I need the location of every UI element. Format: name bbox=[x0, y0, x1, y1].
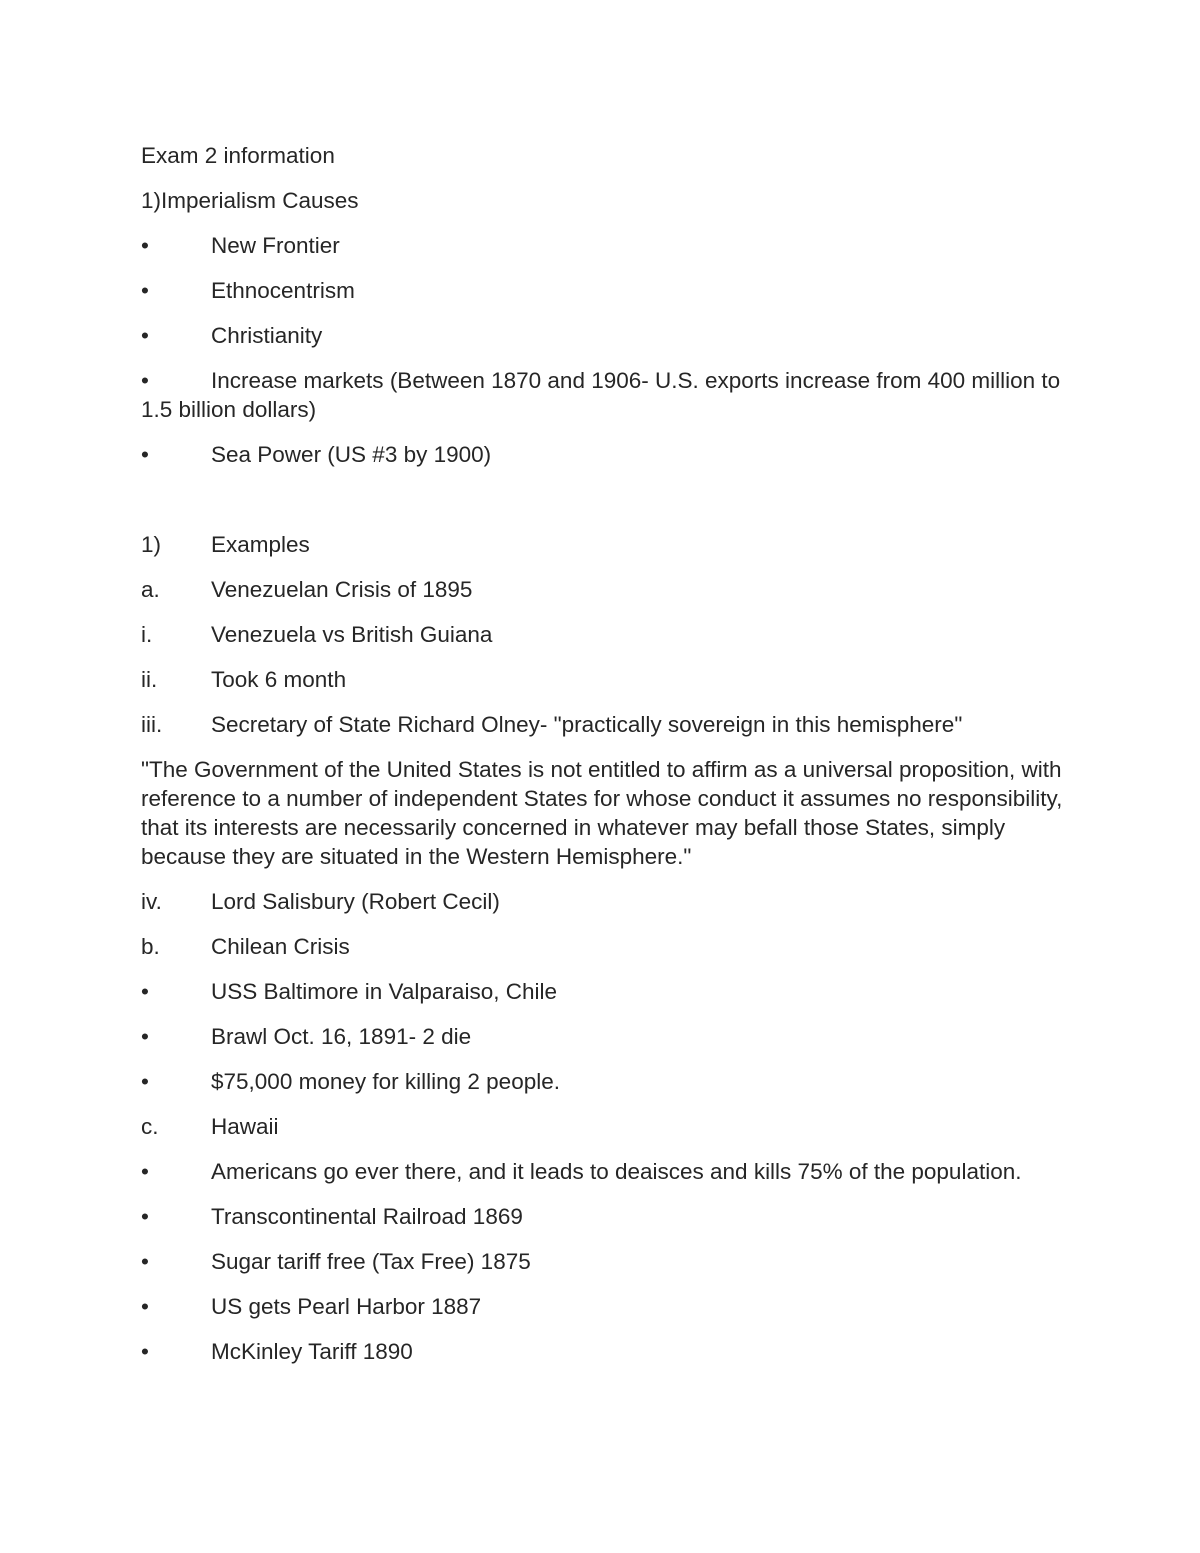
bullet-marker: • bbox=[141, 323, 149, 348]
list-item-text: Venezuela vs British Guiana bbox=[211, 622, 493, 647]
hawaii-heading bbox=[141, 1112, 1071, 1141]
list-item bbox=[141, 1247, 1071, 1276]
list-marker: c. bbox=[141, 1114, 159, 1139]
list-marker: 1) bbox=[141, 532, 162, 557]
list-item bbox=[141, 887, 1071, 916]
bullet-marker: • bbox=[141, 278, 149, 303]
list-item bbox=[141, 1337, 1071, 1366]
bullet-marker: • bbox=[141, 979, 149, 1004]
document-body bbox=[141, 141, 1071, 1382]
list-item-text: Sugar tariff free (Tax Free) 1875 bbox=[211, 1249, 531, 1274]
list-marker: i. bbox=[141, 622, 153, 647]
list-item bbox=[141, 977, 1071, 1006]
list-marker: ii. bbox=[141, 667, 158, 692]
venezuela-label: Venezuelan Crisis of 1895 bbox=[211, 577, 473, 602]
olney-quote: "The Government of the United States is not entitled to affirm as a universal proposition, with reference to a number of independent States for whose conduct it assumes no responsibility, that its interests are necessarily concerned in whatever may befall those States, simply because they are situated in the Western Hemisphere." bbox=[141, 757, 1063, 869]
cause-text: Sea Power (US #3 by 1900) bbox=[211, 442, 492, 467]
bullet-marker: • bbox=[141, 1159, 149, 1184]
bullet-marker: • bbox=[141, 233, 149, 258]
list-item-text: McKinley Tariff 1890 bbox=[211, 1339, 413, 1364]
bullet-marker: • bbox=[141, 1024, 149, 1049]
list-item bbox=[141, 1202, 1071, 1231]
list-item-text: Americans go ever there, and it leads to deaisces and kills 75% of the population. bbox=[211, 1159, 1022, 1184]
list-marker: b. bbox=[141, 934, 160, 959]
list-item-text: US gets Pearl Harbor 1887 bbox=[211, 1294, 482, 1319]
chile-label: Chilean Crisis bbox=[211, 934, 350, 959]
cause-text: Increase markets (Between 1870 and 1906- U.S. exports increase from 400 million to 1.5 billion dollars) bbox=[141, 368, 1061, 422]
list-item bbox=[141, 620, 1071, 649]
examples-heading bbox=[141, 530, 1071, 559]
list-item bbox=[141, 665, 1071, 694]
list-item bbox=[141, 1292, 1071, 1321]
bullet-marker: • bbox=[141, 1249, 149, 1274]
list-item bbox=[141, 1067, 1071, 1096]
list-item bbox=[141, 321, 1071, 350]
bullet-marker: • bbox=[141, 1204, 149, 1229]
list-item bbox=[141, 1157, 1071, 1186]
bullet-marker: • bbox=[141, 1339, 149, 1364]
causes-heading: 1)Imperialism Causes bbox=[141, 188, 359, 213]
list-item-text: Secretary of State Richard Olney- "practically sovereign in this hemisphere" bbox=[211, 712, 963, 737]
list-item bbox=[141, 1022, 1071, 1051]
venezuela-heading bbox=[141, 575, 1071, 604]
list-item bbox=[141, 276, 1071, 305]
cause-text: Christianity bbox=[211, 323, 323, 348]
list-item bbox=[141, 231, 1071, 260]
list-item bbox=[141, 366, 1071, 424]
list-marker: a. bbox=[141, 577, 160, 602]
bullet-marker: • bbox=[141, 1069, 149, 1094]
list-item-text: Transcontinental Railroad 1869 bbox=[211, 1204, 523, 1229]
bullet-marker: • bbox=[141, 442, 149, 467]
list-marker: iii. bbox=[141, 712, 163, 737]
list-item-text: USS Baltimore in Valparaiso, Chile bbox=[211, 979, 557, 1004]
list-item-text: Brawl Oct. 16, 1891- 2 die bbox=[211, 1024, 472, 1049]
bullet-marker: • bbox=[141, 368, 149, 393]
list-marker: iv. bbox=[141, 889, 162, 914]
hawaii-label: Hawaii bbox=[211, 1114, 279, 1139]
bullet-marker: • bbox=[141, 1294, 149, 1319]
blank-line bbox=[141, 485, 1071, 530]
list-item-text: Took 6 month bbox=[211, 667, 347, 692]
cause-text: Ethnocentrism bbox=[211, 278, 355, 303]
list-item-text: Lord Salisbury (Robert Cecil) bbox=[211, 889, 500, 914]
cause-text: New Frontier bbox=[211, 233, 340, 258]
document-title: Exam 2 information bbox=[141, 143, 335, 168]
examples-label: Examples bbox=[211, 532, 310, 557]
chile-heading bbox=[141, 932, 1071, 961]
list-item bbox=[141, 710, 1071, 739]
list-item bbox=[141, 440, 1071, 469]
list-item-text: $75,000 money for killing 2 people. bbox=[211, 1069, 560, 1094]
